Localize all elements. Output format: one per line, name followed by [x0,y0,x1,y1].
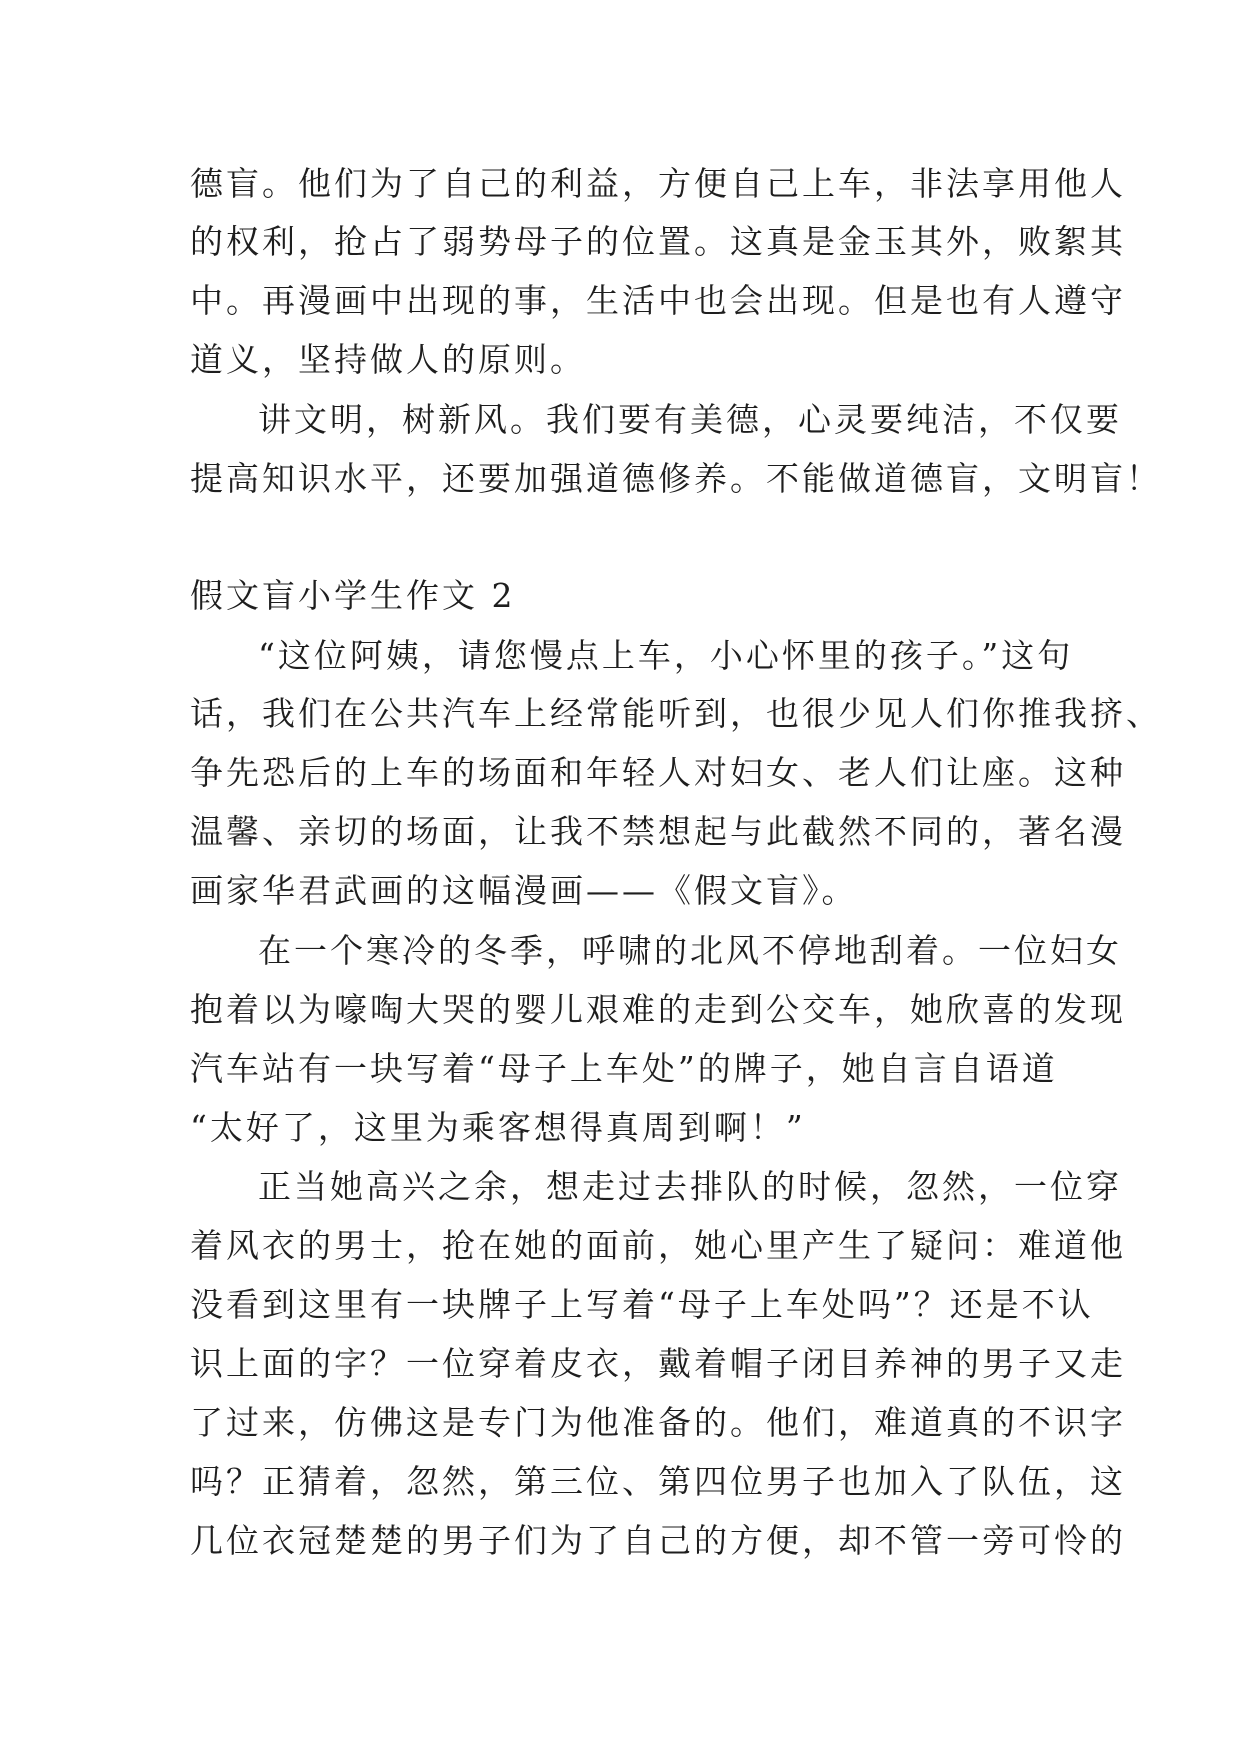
paragraph-line: 识上面的字？一位穿着皮衣，戴着帽子闭目养神的男子又走 [190,1344,1126,1383]
paragraph-line: 了过来，仿佛这是专门为他准备的。他们，难道真的不识字 [190,1403,1126,1442]
section-heading: 假文盲小学生作文 2 [190,576,516,615]
paragraph-line: 没看到这里有一块牌子上写着“母子上车处吗”？还是不认 [190,1285,1094,1324]
document-body [190,0,1162,1754]
paragraph-line: 话，我们在公共汽车上经常能听到，也很少见人们你推我挤、 [190,694,1162,733]
paragraph-line: “这位阿姨，请您慢点上车，小心怀里的孩子。”这句 [258,636,1074,675]
paragraph-line: 提高知识水平，还要加强道德修养。不能做道德盲，文明盲！ [190,459,1162,498]
paragraph-line: 画家华君武画的这幅漫画——《假文盲》。 [190,871,858,910]
paragraph-line: 在一个寒冷的冬季，呼啸的北风不停地刮着。一位妇女 [258,931,1122,970]
paragraph-line: 抱着以为嚎啕大哭的婴儿艰难的走到公交车，她欣喜的发现 [190,990,1126,1029]
paragraph-line: 德盲。他们为了自己的利益，方便自己上车，非法享用他人 [190,164,1126,203]
paragraph-line: 温馨、亲切的场面，让我不禁想起与此截然不同的，著名漫 [190,812,1126,851]
paragraph-line: 汽车站有一块写着“母子上车处”的牌子，她自言自语道 [190,1049,1058,1088]
paragraph-line: 吗？正猜着，忽然，第三位、第四位男子也加入了队伍，这 [190,1462,1126,1501]
paragraph-line: 争先恐后的上车的场面和年轻人对妇女、老人们让座。这种 [190,753,1126,792]
paragraph-line: 中。再漫画中出现的事，生活中也会出现。但是也有人遵守 [190,281,1126,320]
paragraph-line: 的权利，抢占了弱势母子的位置。这真是金玉其外，败絮其 [190,222,1126,261]
paragraph-line: 道义，坚持做人的原则。 [190,340,586,379]
paragraph-line: 着风衣的男士，抢在她的面前，她心里产生了疑问：难道他 [190,1226,1126,1265]
paragraph-line: 正当她高兴之余，想走过去排队的时候，忽然，一位穿 [258,1167,1122,1206]
paragraph-line: “太好了，这里为乘客想得真周到啊！” [190,1108,806,1147]
paragraph-line: 讲文明，树新风。我们要有美德，心灵要纯洁，不仅要 [258,400,1122,439]
paragraph-line: 几位衣冠楚楚的男子们为了自己的方便，却不管一旁可怜的 [190,1521,1126,1560]
